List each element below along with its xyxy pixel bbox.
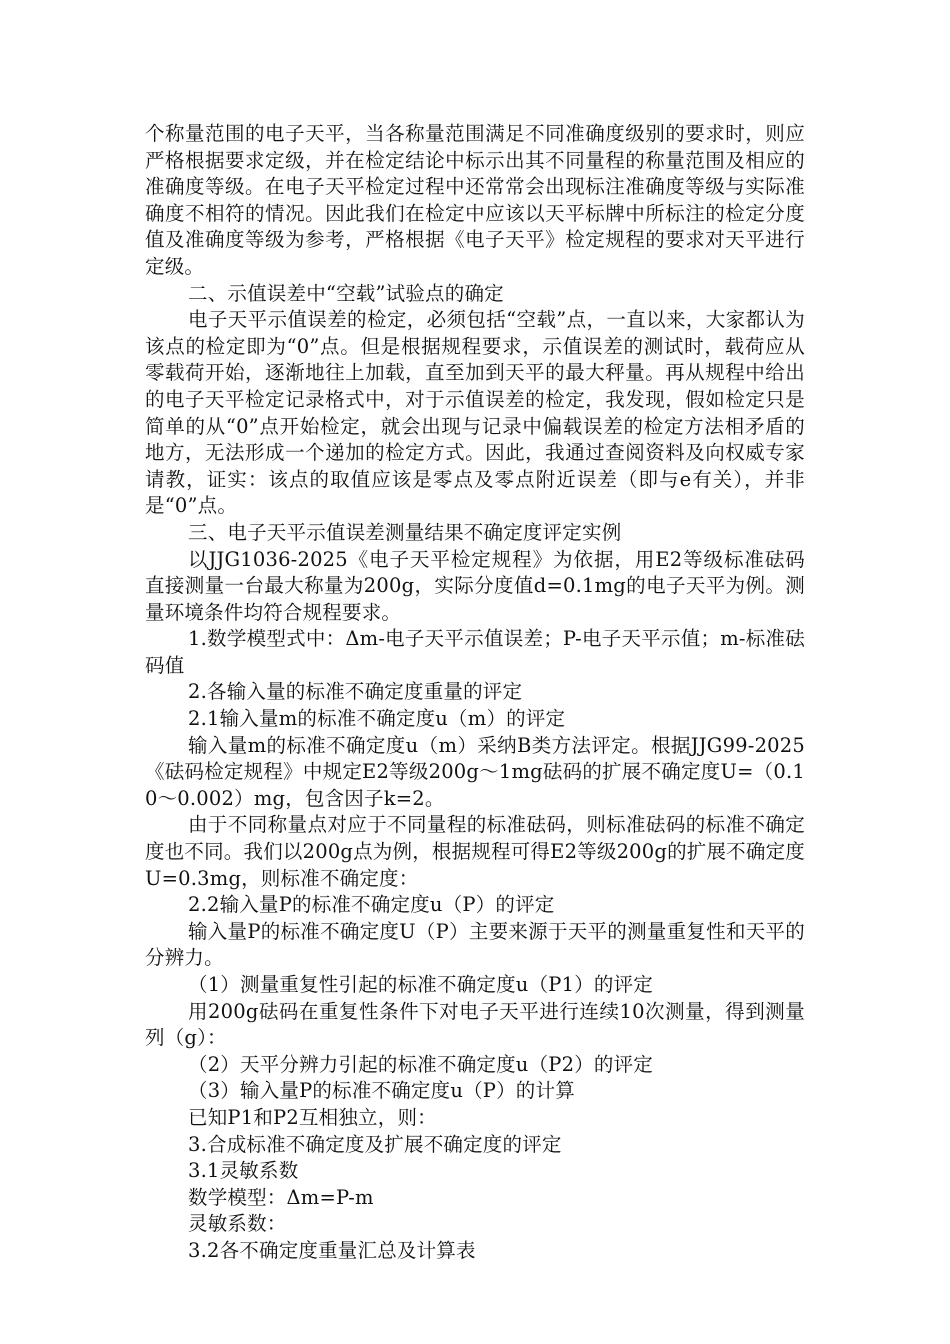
- paragraph-grading: 个称量范围的电子天平，当各称量范围满足不同准确度级别的要求时，则应严格根据要求定级，并在检定结论中标示出其不同量程的称量范围及相应的准确度等级。在电子天平检定过程中还常常会出现标注准确度等级与实际准确度不相符的情况。因此我们在检定中应该以天平标牌中所标注的检定分度值及准确度等级为参考，严格根据《电子天平》检定规程的要求对天平进行定级。: [145, 122, 805, 278]
- paragraph-math-model: 1.数学模型式中：Δm-电子天平示值误差；P-电子天平示值；m-标准砝码值: [145, 627, 805, 677]
- subheading-3-1: 3.1灵敏系数: [188, 1159, 299, 1183]
- paragraph-10-measurements: 用200g砝码在重复性条件下对电子天平进行连续10次测量，得到测量列（g）：: [145, 999, 805, 1050]
- paragraph-zero-point: 电子天平示值误差的检定，必须包括“空载”点，一直以来，大家都认为该点的检定即为“0”点。但是根据规程要求，示值误差的测试时，载荷应从零载荷开始，逐渐地往上加载，直至加到天平的最大秤量。再从规程中给出的电子天平检定记录格式中，对于示值误差的检定，我发现，假如检定只是简单的从“0”点开始检定，就会出现与记录中偏载误差的检定方法相矛盾的地方，无法形成一个递加的检定方式。因此，我通过查阅资料及向权威专家请教，证实：该点的取值应该是零点及零点附近误差（即与e有关），并非是“0”点。: [145, 308, 805, 518]
- paragraph-up-sources: 输入量P的标准不确定度U（P）主要来源于天平的测量重复性和天平的分辨力。: [145, 919, 805, 970]
- item-up-calc: （3）输入量P的标准不确定度u（P）的计算: [188, 1079, 575, 1103]
- item-resolution: （2）天平分辨力引起的标准不确定度u（P2）的评定: [188, 1052, 653, 1076]
- subheading-3-2: 3.2各不确定度重量汇总及计算表: [188, 1238, 476, 1262]
- subheading-3: 3.合成标准不确定度及扩展不确定度的评定: [188, 1132, 562, 1156]
- paragraph-200g-example: 由于不同称量点对应于不同量程的标准砝码，则标准砝码的标准不确定度也不同。我们以200g点为例，根据规程可得E2等级200g的扩展不确定度U=0.3mg，则标准不确定度：: [145, 813, 805, 890]
- section-heading-3: 三、电子天平示值误差测量结果不确定度评定实例: [188, 520, 622, 544]
- paragraph-sensitivity: 灵敏系数：: [188, 1212, 287, 1236]
- subheading-2-1: 2.1输入量m的标准不确定度u（m）的评定: [188, 707, 566, 731]
- item-repeatability: （1）测量重复性引起的标准不确定度u（P1）的评定: [188, 973, 653, 996]
- paragraph-example: 以JJG1036-2025《电子天平检定规程》为依据，用E2等级标准砝码直接测量一台最大称量为200g，实际分度值d=0.1mg的电子天平为例。测量环境条件均符合规程要求。: [145, 547, 805, 624]
- paragraph-um-eval: 输入量m的标准不确定度u（m）采纳B类方法评定。根据JJG99-2025《砝码检定规程》中规定E2等级200g～1mg砝码的扩展不确定度U=（0.10～0.002）mg，包含因子k=2。: [145, 733, 805, 810]
- paragraph-independence: 已知P1和P2互相独立，则：: [188, 1105, 437, 1129]
- section-heading-2: 二、示值误差中“空载”试验点的确定: [188, 281, 504, 305]
- paragraph-model-formula: 数学模型：Δm=P-m: [188, 1185, 374, 1209]
- subheading-2-2: 2.2输入量P的标准不确定度u（P）的评定: [188, 893, 555, 917]
- subheading-2: 2.各输入量的标准不确定度重量的评定: [188, 680, 523, 704]
- document-body: [145, 121, 805, 1265]
